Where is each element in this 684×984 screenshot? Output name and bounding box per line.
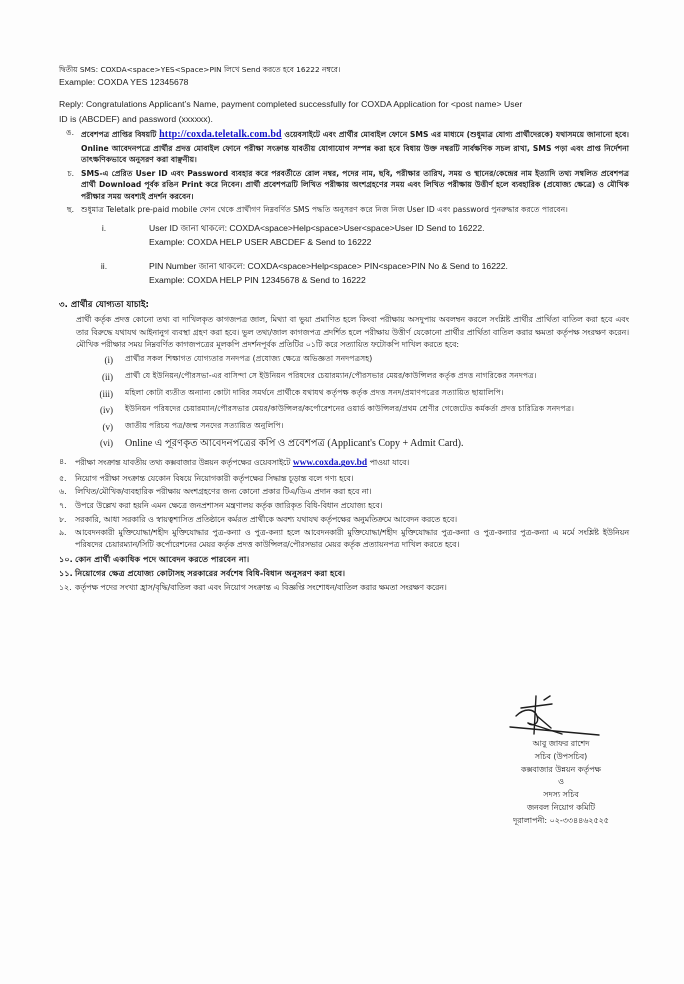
general-conditions-list <box>59 456 629 593</box>
document-item-text-v: জাতীয় পরিচয় পত্র/জন্ম সনদের সত্যায়িত অনুলিপি। <box>125 420 284 430</box>
document-content <box>59 64 629 595</box>
sms-example-line: Example: COXDA YES 12345678 <box>59 77 189 88</box>
signatory-designation: সচিব (উপসচিব) <box>534 751 588 761</box>
condition-number-12: ১২. <box>59 582 72 592</box>
sms-recovery-list <box>59 222 629 287</box>
condition-number-5: ৫. <box>59 473 67 483</box>
document-item-text-iii: মহিলা কোটা ব্যতীত অন্যান্য কোটা দাবির সমর্থনে প্রার্থীকে যথাযথ কর্তৃপক্ষ কর্তৃক প্রদত্ত সনদ/প্রমাণপত্রের সত্যায়িত ছায়ালিপি। <box>125 387 504 397</box>
condition-item-12 <box>59 582 629 594</box>
coxda-gov-bd-link[interactable]: www.coxda.gov.bd <box>292 458 368 469</box>
signature-block <box>466 694 656 828</box>
list-marker-nga: ঙ. <box>66 128 74 138</box>
section-3-body: প্রার্থী কর্তৃক প্রদত্ত কোনো তথ্য বা দাখিলকৃত কাগজপত্র জাল, মিথ্যা বা ভুয়া প্রমাণিত হলে কিংবা পরীক্ষায় অসদুপায় অবলম্বন করলে সংশ্লিষ্ট প্রার্থীর প্রার্থিতা বাতিল করা হবে এবং তার বিরুদ্ধে যথাযথ আইনানুগ ব্যবস্থা গ্রহণ করা হবে। ভুল তথ্য/জাল কাগজপত্র প্রদর্শিত হলে পরীক্ষায় উত্তীর্ণ যেকোনো প্রার্থীর প্রার্থিতা বাতিল করার ক্ষমতা কর্তৃপক্ষ সংরক্ষণ করেন। মৌখিক পরীক্ষার সময় নিম্নবর্ণিত কাগজপত্রের মূলকপি প্রদর্শনপূর্বক প্রতিটির ০১টি করে সত্যায়িত ফটোকপি দাখিল করতে হবে: <box>76 315 629 350</box>
recovery-item-body-i <box>149 222 629 249</box>
document-item-number-v: (v) <box>102 421 113 432</box>
condition-item-5 <box>59 473 629 485</box>
section-3-qualification-verification <box>59 298 629 452</box>
sms-instruction-block <box>59 64 629 126</box>
recovery-item-number-i: i. <box>101 223 107 234</box>
condition-text-6: লিখিত/মৌখিক/ব্যবহারিক পরীক্ষায় অংশগ্রহণের জন্য কোনো প্রকার টিএ/ডিএ প্রদান করা হবে না। <box>75 487 372 497</box>
condition-text-9: আবেদনকারী মুক্তিযোদ্ধা/শহীদ মুক্তিযোদ্ধার পুত্র-কন্যা ও পুত্র-কন্যা হলে আবেদনকারী মুক্তিযোদ্ধা/শহীদ মুক্তিযোদ্ধার পুত্র-কন্যা ও পুত্র-কন্যার পুত্র-কন্যা এ মর্মে সংশ্লিষ্ট ইউনিয়ন পরিষদের চেয়ারম্যান/সিটি কর্পোরেশনের মেয়র কর্তৃক প্রদত্ত কাউন্সিলর/পৌরসভার মেয়র কর্তৃক প্রত্যায়নপত্র দাখিল করতে হবে। <box>75 528 629 550</box>
document-item-iv <box>59 403 629 418</box>
condition-number-9: ৯. <box>59 528 67 538</box>
condition-number-7: ৭. <box>59 500 67 510</box>
list-marker-chha: ছ. <box>66 205 74 215</box>
recovery-pin-line1: PIN Number জানা থাকলে: COXDA<space>Help<space> PIN<space>PIN No & Send to 16222. <box>149 261 508 272</box>
condition-item-7 <box>59 500 629 512</box>
signature-stroke-icon <box>504 694 614 738</box>
document-item-v <box>59 420 629 435</box>
condition-number-4: ৪. <box>59 457 67 467</box>
list-marker-cha: চ. <box>67 168 74 178</box>
document-item-text-vi <box>125 436 629 452</box>
list-item-chha <box>59 204 629 216</box>
document-item-number-i: (i) <box>104 355 113 366</box>
condition-number-10: ১০. <box>59 554 73 565</box>
document-item-iii <box>59 387 629 402</box>
document-item-i <box>59 353 629 368</box>
condition-item-6 <box>59 486 629 498</box>
document-item-number-iv: (iv) <box>100 405 113 416</box>
condition-item-4 <box>59 456 629 471</box>
condition-item-11 <box>59 567 629 580</box>
condition-text-11: নিয়োগের ক্ষেত্র প্রযোজ্য কোটাসহ সরকারের সর্বশেষ বিধি-বিধান অনুসরণ করা হবে। <box>75 568 346 579</box>
signatory-committee: জনবল নিয়োগ কমিটি <box>526 802 596 812</box>
text-before-link: প্রবেশপত্র প্রাপ্তির বিষয়টি <box>81 130 160 140</box>
condition-text-5: নিয়োগ পরীক্ষা সংক্রান্ত যেকোন বিষয়ে নিয়োগকারী কর্তৃপক্ষের সিদ্ধান্ত চূড়ান্ত বলে গণ্য হবে। <box>75 473 354 483</box>
document-item-text-ii: প্রার্থী যে ইউনিয়ন/পৌরসভা-এর বাসিন্দা সে ইউনিয়ন পরিষদের চেয়ারম্যান/পৌরসভার মেয়র/কাউন্সিলর কর্তৃক প্রদত্ত নাগরিকের সনদপত্র। <box>125 370 537 380</box>
list-item-nga <box>59 127 629 166</box>
condition-item-9 <box>59 527 629 551</box>
recovery-item-body-ii <box>149 260 629 287</box>
condition-4-before-link: পরীক্ষা সংক্রান্ত যাবতীয় তথ্য কক্সবাজার উন্নয়ন কর্তৃপক্ষের ওয়েবসাইটে <box>75 458 293 468</box>
sms-reply-line-2: ID is (ABCDEF) and password (xxxxxx). <box>59 113 213 124</box>
signatory-conjunction: ও <box>558 777 564 787</box>
list-text-chha: শুধুমাত্র Teletalk pre-paid mobile ফোন থেকে প্রার্থীগণ নিম্নবর্ণিত SMS পদ্ধতি অনুসরণ করে নিজ নিজ User ID এবং password পুনরুদ্ধার করতে পারবেন। <box>81 205 568 215</box>
condition-item-8 <box>59 514 629 526</box>
condition-4-after-link: পাওয়া যাবে। <box>367 458 410 468</box>
document-item-text-i: প্রার্থীর সকল শিক্ষাগত যোগ্যতার সনদপত্র (প্রযোজ্য ক্ষেত্রে অভিজ্ঞতা সনদপত্রসহ) <box>125 354 373 364</box>
signatory-role-secondary: সদস্য সচিব <box>543 790 579 800</box>
condition-text-10: কোন প্রার্থী একাধিক পদে আবেদন করতে পারবেন না। <box>75 554 250 565</box>
recovery-userid-line2: Example: COXDA HELP USER ABCDEF & Send to 16222 <box>149 236 372 247</box>
list-text-nga <box>81 127 629 166</box>
recovery-item-number-ii: ii. <box>100 261 108 272</box>
condition-number-8: ৮. <box>59 514 67 524</box>
condition-number-11: ১১. <box>59 568 73 579</box>
document-item-number-iii: (iii) <box>99 388 113 399</box>
document-item-vi-latin: (Applicant's Copy + Admit Card) <box>327 438 461 450</box>
signatory-name: আবু জাফর রাশেদ <box>532 739 590 748</box>
list-item-cha <box>59 168 629 203</box>
condition-text-4 <box>75 456 629 471</box>
coxda-teletalk-link[interactable]: http://coxda.teletalk.com.bd <box>159 129 282 141</box>
required-documents-list <box>59 353 629 452</box>
recovery-pin-line2: Example: COXDA HELP PIN 12345678 & Send to 16222 <box>149 274 366 285</box>
signatory-organization: কক্সবাজার উন্নয়ন কর্তৃপক্ষ <box>521 764 601 774</box>
sms-second-line: দ্বিতীয় SMS: COXDA<space>YES<Space>PIN লিখে Send করতে হবে 16222 নম্বরে। <box>59 65 341 74</box>
condition-item-10 <box>59 553 629 566</box>
recovery-item-pin <box>59 260 629 287</box>
document-item-text-iv: ইউনিয়ন পরিষদের চেয়ারম্যান/পৌরসভার মেয়র/কাউন্সিলর/কর্পোরেশনের ওয়ার্ড কাউন্সিলর/প্রথম শ্রেণীর গেজেটেড কর্মকর্তা প্রদত্ত চারিত্রিক সনদপত্র। <box>125 404 574 414</box>
document-item-vi-post: . <box>460 438 464 450</box>
condition-text-8: সরকারি, আধা সরকারি ও স্বায়ত্বশাসিত প্রতিষ্ঠানে কর্মরত প্রার্থীকে অবশ্য যথাযথ কর্তৃপক্ষের অনুমতিক্রমে আবেদন করতে হবে। <box>75 514 457 524</box>
document-item-vi-pre: Online এ পূরণকৃত আবেদনপত্রের কপি ও প্রবেশপত্র <box>125 438 328 450</box>
recovery-userid-line1: User ID জানা থাকলে: COXDA<space>Help<space>User<space>User ID Send to 16222. <box>149 223 485 234</box>
section-3-heading: ৩. প্রার্থীর যোগ্যতা যাচাই: <box>59 300 149 311</box>
recovery-item-userid <box>59 222 629 249</box>
handwritten-signature-icon <box>466 694 656 736</box>
sms-reply-line-1: Reply: Congratulations Applicant’s Name, payment completed successfully for COXDA Application for <post name> User <box>59 99 523 110</box>
document-item-vi <box>59 436 629 452</box>
condition-text-7: উপরে উল্লেখ করা হয়নি এমন ক্ষেত্রে জনপ্রশাসন মন্ত্রণালয় কর্তৃক জারিকৃত বিধি-বিধান প্রযোজ্য হবে। <box>75 500 383 510</box>
document-item-number-vi: (vi) <box>100 438 113 449</box>
text-after-link: ওয়েবসাইটে এবং প্রার্থীর মোবাইল ফোনে SMS এর মাধ্যমে (শুধুমাত্র যোগ্য প্রার্থীদেরকে) যথাসময়ে জানানো হবে। Online আবেদনপত্রে প্রার্থীর প্রদত্ত মোবাইল ফোনে পরীক্ষা সংক্রান্ত যাবতীয় যোগাযোগ সম্পন্ন করা হবে বিধায় উক্ত নম্বরটি সার্বক্ষণিক সচল রাখা, SMS পড়া এবং প্রাপ্ত নির্দেশনা তাৎক্ষণিকভাবে অনুসরণ করা বাঞ্ছনীয়। <box>81 130 630 165</box>
list-text-cha: SMS-এ প্রেরিত User ID এবং Password ব্যবহার করে পরবর্তীতে রোল নম্বর, পদের নাম, ছবি, পরীক্ষার তারিখ, সময় ও স্থানের/কেন্দ্রের নাম ইত্যাদি তথ্য সম্বলিত প্রবেশপত্র প্রার্থী Download পূর্বক রঙিন Print করে নিবেন। প্রার্থী প্রবেশপত্রটি লিখিত পরীক্ষায় অংশগ্রহণের সময় এবং লিখিত পরীক্ষায় উত্তীর্ণ হলে ব্যবহারিক (প্রযোজ্য ক্ষেত্রে) ও মৌখিক পরীক্ষার সময় অবশ্যই প্রদর্শন করবেন। <box>81 168 629 202</box>
condition-text-12: কর্তৃপক্ষ পদের সংখ্যা হ্রাস/বৃদ্ধি/বাতিল করা এবং নিয়োগ সংক্রান্ত এ বিজ্ঞপ্তি সংশোধন/বাতিল করার ক্ষমতা সংরক্ষণ করেন। <box>75 582 447 592</box>
condition-number-6: ৬. <box>59 487 67 497</box>
signatory-phone: দূরালাপনী: ০২-৩৩৪৪৬২৫২৫ <box>513 815 609 825</box>
lettered-instruction-list <box>59 127 629 216</box>
document-item-number-ii: (ii) <box>102 371 113 382</box>
document-item-ii <box>59 370 629 385</box>
